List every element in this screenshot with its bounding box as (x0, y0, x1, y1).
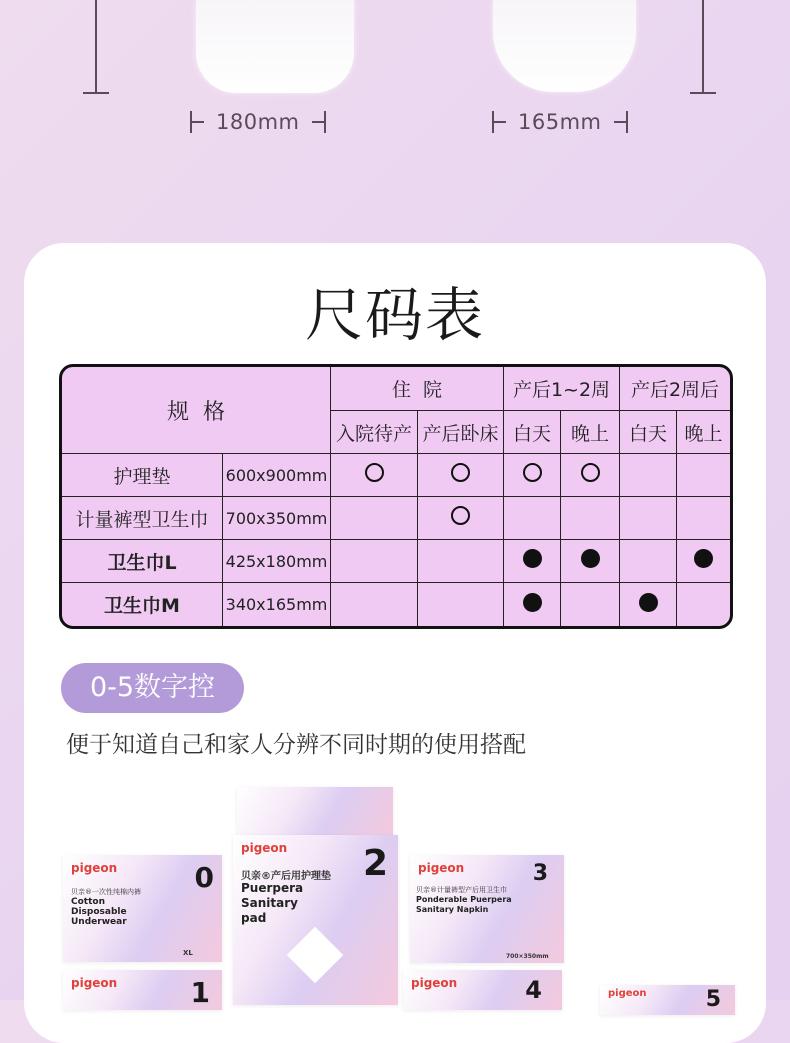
product-name: 卫生巾M (62, 583, 223, 626)
size-chart-row (62, 454, 730, 497)
product-box-1 (63, 970, 222, 1010)
usage-cell (620, 454, 677, 497)
usage-cell (418, 583, 504, 626)
product-name: 卫生巾L (62, 540, 223, 583)
product-number: 3 (532, 861, 548, 886)
group-header: 住 院 (331, 367, 504, 411)
usage-cell (504, 454, 561, 497)
product-number: 5 (705, 987, 721, 1012)
usage-cell (418, 540, 504, 583)
sanitary-pad-m-image (493, 0, 636, 92)
product-cn-name: 贝亲®产后用护理垫 (241, 871, 331, 882)
usage-cell (331, 497, 418, 540)
filled-circle-icon (581, 549, 600, 568)
product-size: 700x350mm (223, 497, 331, 540)
width-label-right (492, 110, 628, 134)
usage-cell (677, 497, 730, 540)
usage-cell (561, 540, 620, 583)
product-en-name: Cotton Disposable Underwear (71, 897, 127, 927)
usage-cell (677, 454, 730, 497)
usage-cell (561, 454, 620, 497)
open-circle-icon (581, 463, 600, 482)
spec-header: 规 格 (62, 367, 331, 454)
pigeon-logo: pigeon (608, 988, 647, 999)
length-line-left (95, 0, 97, 93)
size-badge: 700×350mm (506, 953, 549, 960)
feature-description: 便于知道自己和家人分辨不同时期的使用搭配 (66, 732, 526, 758)
product-box-3 (410, 855, 564, 963)
subcolumn-header: 产后卧床 (418, 411, 504, 454)
product-size: 340x165mm (223, 583, 331, 626)
usage-cell (504, 497, 561, 540)
group-header: 产后1~2周 (504, 367, 620, 411)
product-en-name: Ponderable Puerpera Sanitary Napkin (416, 895, 512, 914)
feature-tag: 0-5数字控 (61, 663, 244, 713)
subcolumn-header: 入院待产 (331, 411, 418, 454)
product-box-2 (233, 835, 398, 1005)
usage-cell (620, 540, 677, 583)
usage-cell (331, 454, 418, 497)
group-header: 产后2周后 (620, 367, 730, 411)
size-chart-title: 尺码表 (304, 281, 485, 349)
open-circle-icon (365, 463, 384, 482)
usage-cell (561, 583, 620, 626)
product-box-0 (63, 855, 222, 962)
open-circle-icon (523, 463, 542, 482)
pigeon-logo: pigeon (71, 976, 118, 990)
product-number: 0 (194, 861, 214, 894)
subcolumn-header: 晚上 (561, 411, 620, 454)
product-en-name: Puerpera Sanitary pad (241, 881, 304, 925)
sanitary-pad-l-image (196, 0, 354, 93)
pigeon-logo: pigeon (241, 841, 288, 855)
size-chart-row (62, 497, 730, 540)
width-value: 180mm (216, 110, 300, 134)
subcolumn-header: 白天 (620, 411, 677, 454)
subcolumn-header: 白天 (504, 411, 561, 454)
length-cap-right (690, 92, 716, 94)
size-badge: XL (183, 949, 193, 957)
usage-cell (620, 583, 677, 626)
pigeon-logo: pigeon (411, 976, 458, 990)
width-value: 165mm (518, 110, 602, 134)
length-cap-left (83, 92, 109, 94)
pigeon-logo: pigeon (418, 861, 465, 875)
length-line-right (702, 0, 704, 93)
open-circle-icon (451, 463, 470, 482)
usage-cell (331, 583, 418, 626)
product-box-4 (403, 970, 562, 1010)
usage-cell (620, 497, 677, 540)
product-cn-name: 贝亲®一次性纯棉内裤 (71, 888, 141, 896)
usage-cell (418, 497, 504, 540)
product-size: 600x900mm (223, 454, 331, 497)
open-circle-icon (451, 506, 470, 525)
product-name: 计量裤型卫生巾 (62, 497, 223, 540)
usage-cell (331, 540, 418, 583)
size-chart-table (59, 364, 733, 629)
filled-circle-icon (523, 549, 542, 568)
product-number: 1 (190, 976, 210, 1009)
product-cn-name: 贝亲®计量裤型产后用卫生巾 (416, 886, 507, 894)
product-box-5 (600, 985, 735, 1015)
size-chart-row (62, 583, 730, 626)
filled-circle-icon (694, 549, 713, 568)
usage-cell (504, 540, 561, 583)
usage-cell (561, 497, 620, 540)
product-name: 护理垫 (62, 454, 223, 497)
usage-cell (677, 583, 730, 626)
product-number: 4 (525, 976, 542, 1004)
pigeon-logo: pigeon (71, 861, 118, 875)
product-size: 425x180mm (223, 540, 331, 583)
product-number: 2 (362, 843, 388, 884)
filled-circle-icon (639, 593, 658, 612)
usage-cell (677, 540, 730, 583)
usage-cell (504, 583, 561, 626)
usage-cell (418, 454, 504, 497)
subcolumn-header: 晚上 (677, 411, 730, 454)
diamond-graphic (287, 927, 344, 984)
width-label-left (190, 110, 326, 134)
product-box-2-back (237, 787, 393, 837)
size-chart-row (62, 540, 730, 583)
filled-circle-icon (523, 593, 542, 612)
